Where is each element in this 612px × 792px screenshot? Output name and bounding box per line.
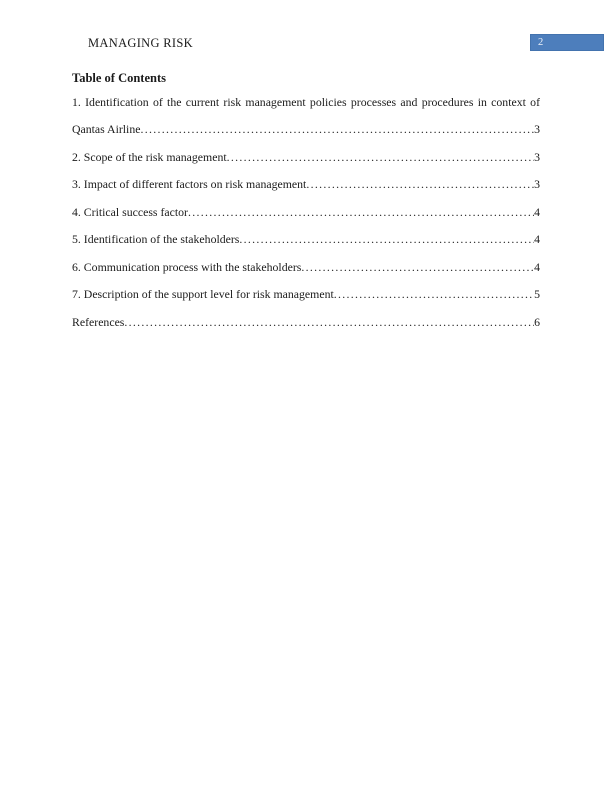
toc-page-number: 6 [534, 314, 540, 329]
header-title: MANAGING RISK [88, 36, 193, 50]
toc-dot-leader [124, 309, 534, 336]
toc-dot-leader [306, 171, 534, 198]
toc-entry-6 [72, 254, 540, 281]
toc-page-number: 3 [534, 122, 540, 137]
toc-dot-leader [334, 281, 534, 308]
toc-entry-text: References [72, 314, 125, 329]
toc-page-number: 5 [534, 287, 540, 302]
toc-heading: Table of Contents [72, 71, 166, 85]
toc-entry-text: 5. Identification of the stakeholders [72, 232, 240, 247]
toc-entry-5 [72, 226, 540, 253]
toc-entry-text: 4. Critical success factor [72, 204, 188, 219]
toc-entry-4 [72, 199, 540, 226]
page-number-box [530, 34, 604, 51]
toc-dot-leader [301, 254, 534, 281]
toc-page-number: 4 [534, 232, 540, 247]
toc-entry-1-line-1: 1. Identification of the current risk management policies processes and procedures in context of [72, 95, 540, 109]
toc-entry-7 [72, 281, 540, 308]
toc-entry-text: 2. Scope of the risk management [72, 149, 227, 164]
toc-dot-leader [140, 116, 534, 143]
toc-dot-leader [239, 226, 534, 253]
toc-entry-text: 3. Impact of different factors on risk management [72, 177, 307, 192]
toc-entry-1-line-2 [72, 116, 540, 143]
toc-page-number: 3 [534, 177, 540, 192]
toc-entry-2 [72, 144, 540, 171]
page-number: 2 [538, 37, 544, 48]
toc-entry-text: 6. Communication process with the stakeholders [72, 259, 302, 274]
toc-entry-references [72, 309, 540, 336]
toc-page-number: 3 [534, 149, 540, 164]
toc-entry-text: Qantas Airline [72, 122, 141, 137]
toc-entry-3 [72, 171, 540, 198]
toc-dot-leader [227, 144, 534, 171]
toc-page-number: 4 [534, 259, 540, 274]
toc-dot-leader [188, 199, 534, 226]
toc-page-number: 4 [534, 204, 540, 219]
table-of-contents [72, 89, 540, 336]
toc-entry-text: 7. Description of the support level for risk management [72, 287, 334, 302]
